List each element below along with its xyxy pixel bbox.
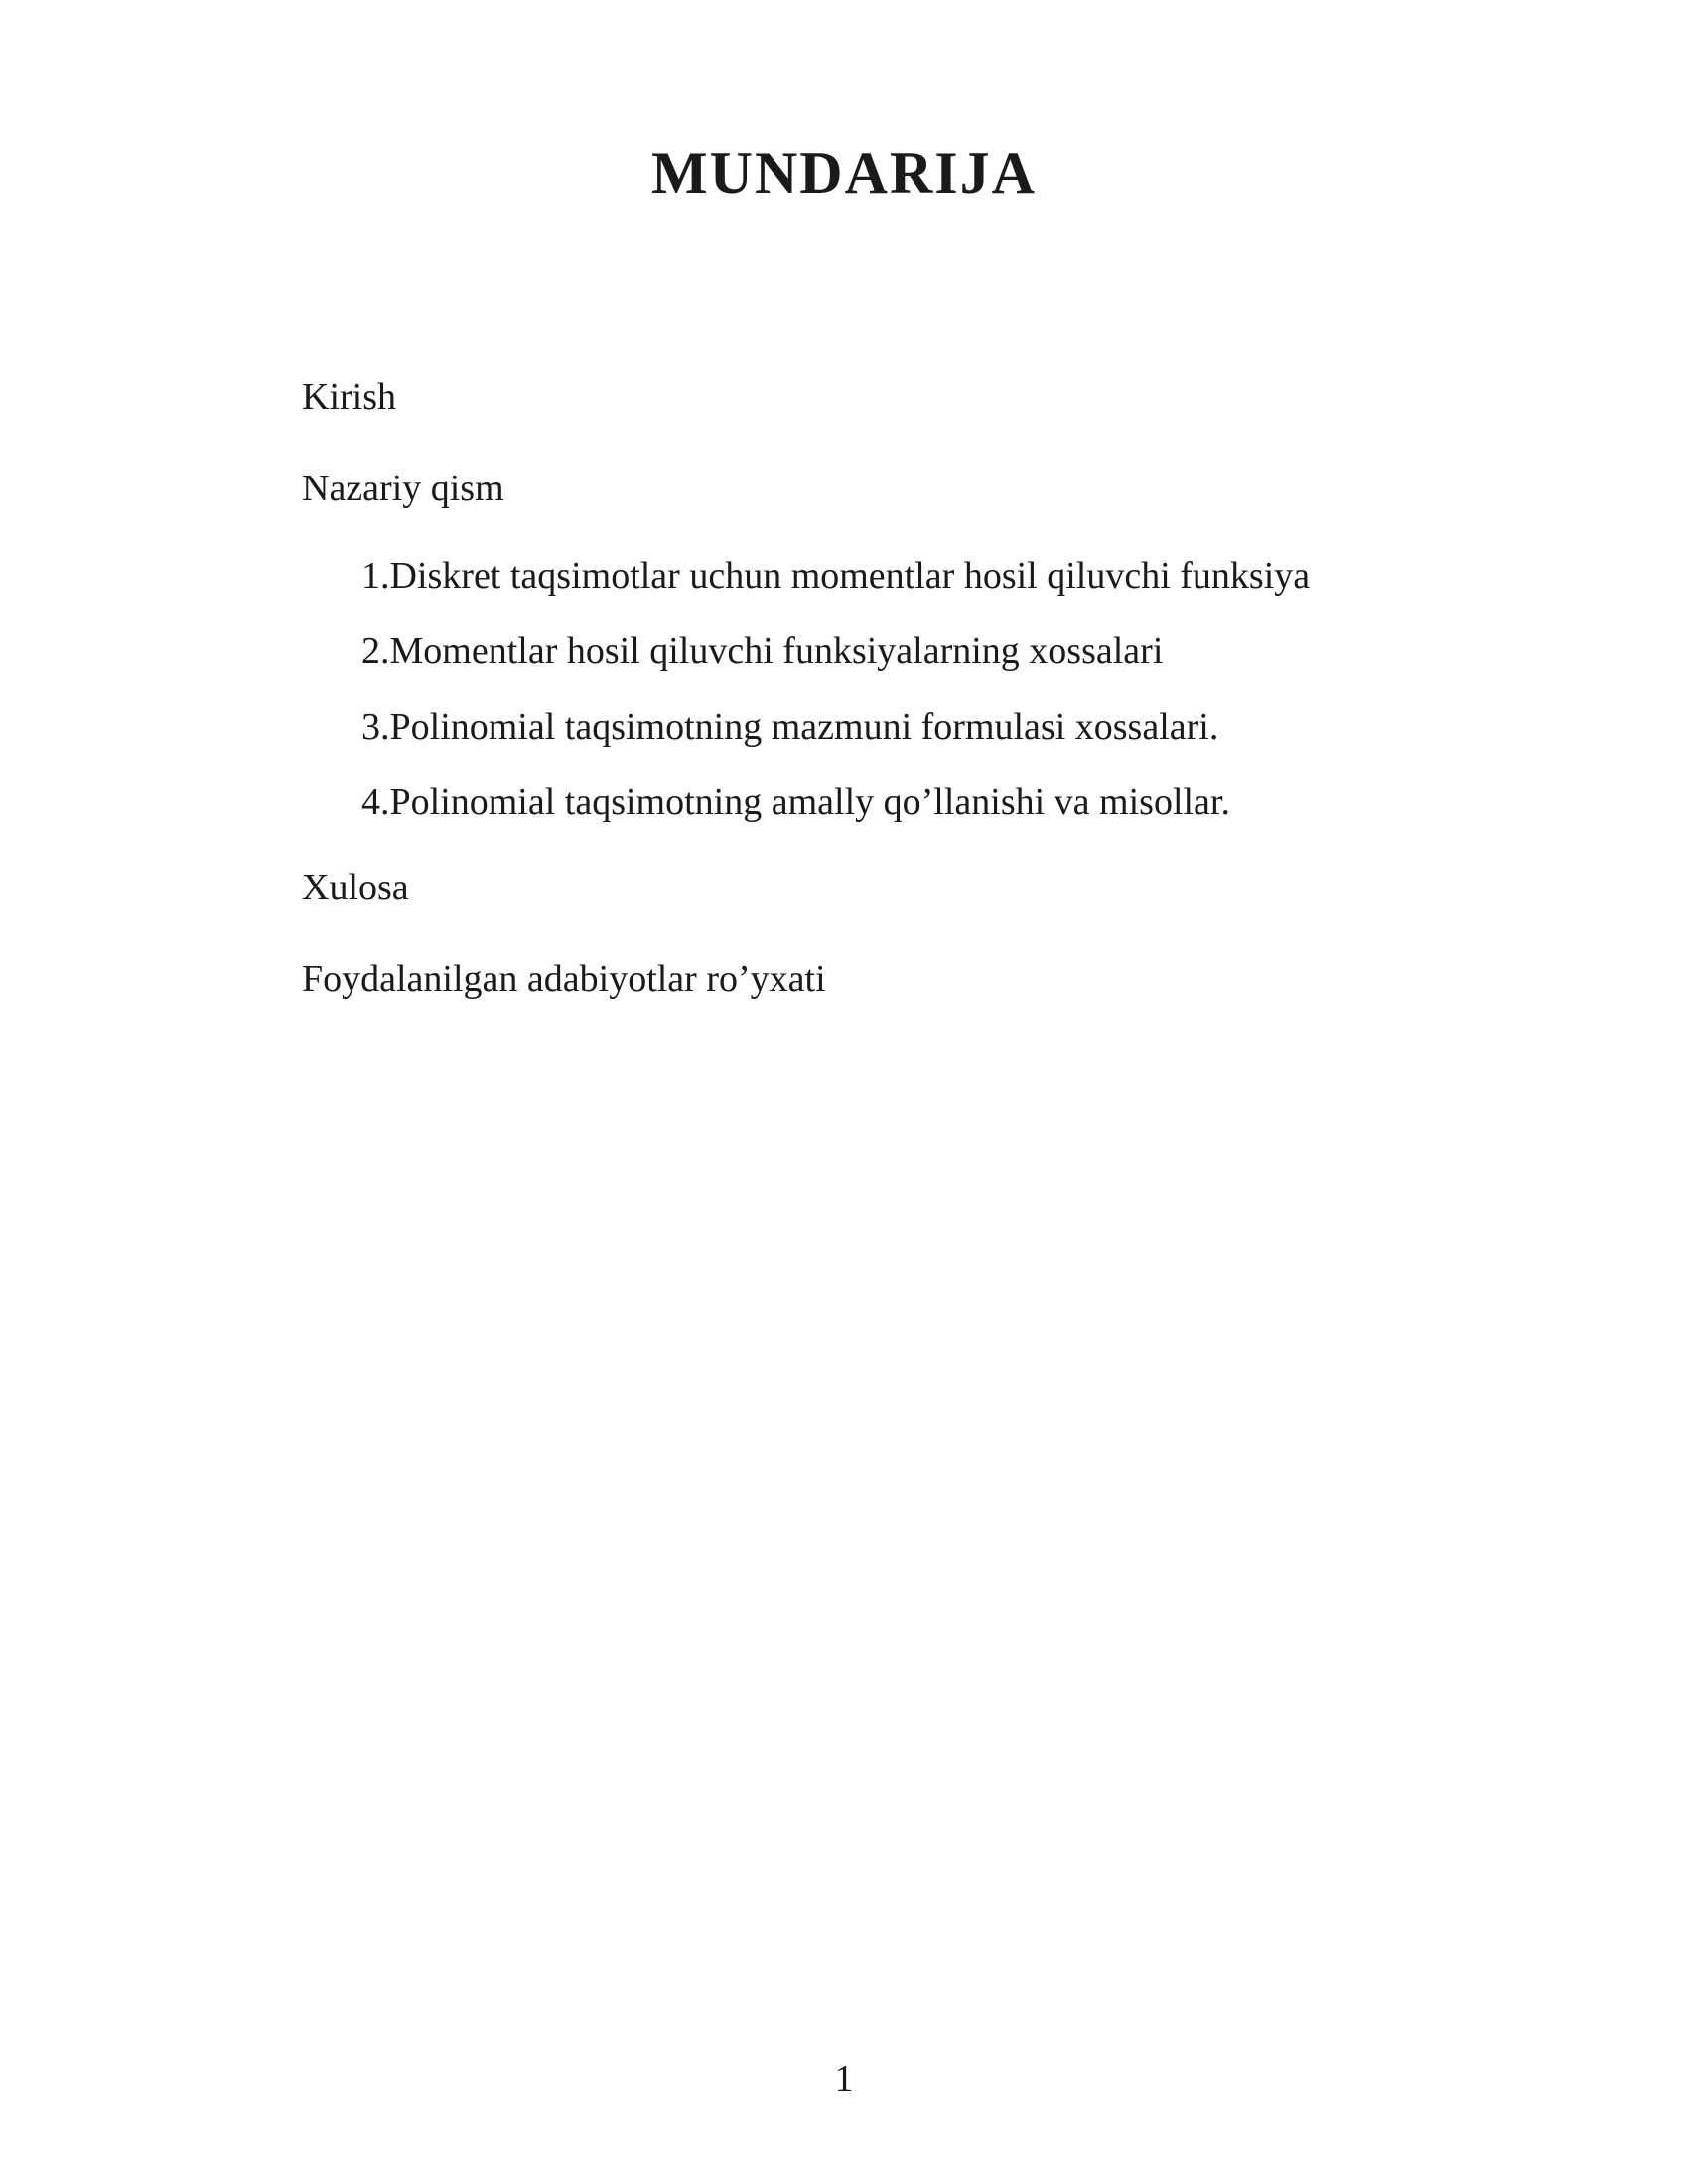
toc-subsection-list [361, 554, 1493, 826]
table-of-contents [302, 375, 1493, 1003]
page-number: 1 [834, 2058, 854, 2100]
toc-subsection-item: 3.Polinomial taqsimotning mazmuni formulasi xossalari. [361, 706, 1219, 748]
toc-subsection-item: 4.Polinomial taqsimotning amally qo’llanishi va misollar. [361, 781, 1230, 823]
toc-subsection-item: 2.Momentlar hosil qiluvchi funksiyalarning xossalari [361, 630, 1164, 672]
toc-item-nazariy-qism: Nazariy qism [302, 468, 504, 509]
toc-item-xulosa: Xulosa [302, 867, 409, 908]
toc-item-kirish: Kirish [302, 376, 396, 418]
toc-item-adabiyotlar: Foydalanilgan adabiyotlar ro’yxati [302, 958, 826, 1000]
toc-subsection-item: 1.Diskret taqsimotlar uchun momentlar hosil qiluvchi funksiya [361, 555, 1311, 597]
page-title: MUNDARIJA [651, 140, 1037, 205]
